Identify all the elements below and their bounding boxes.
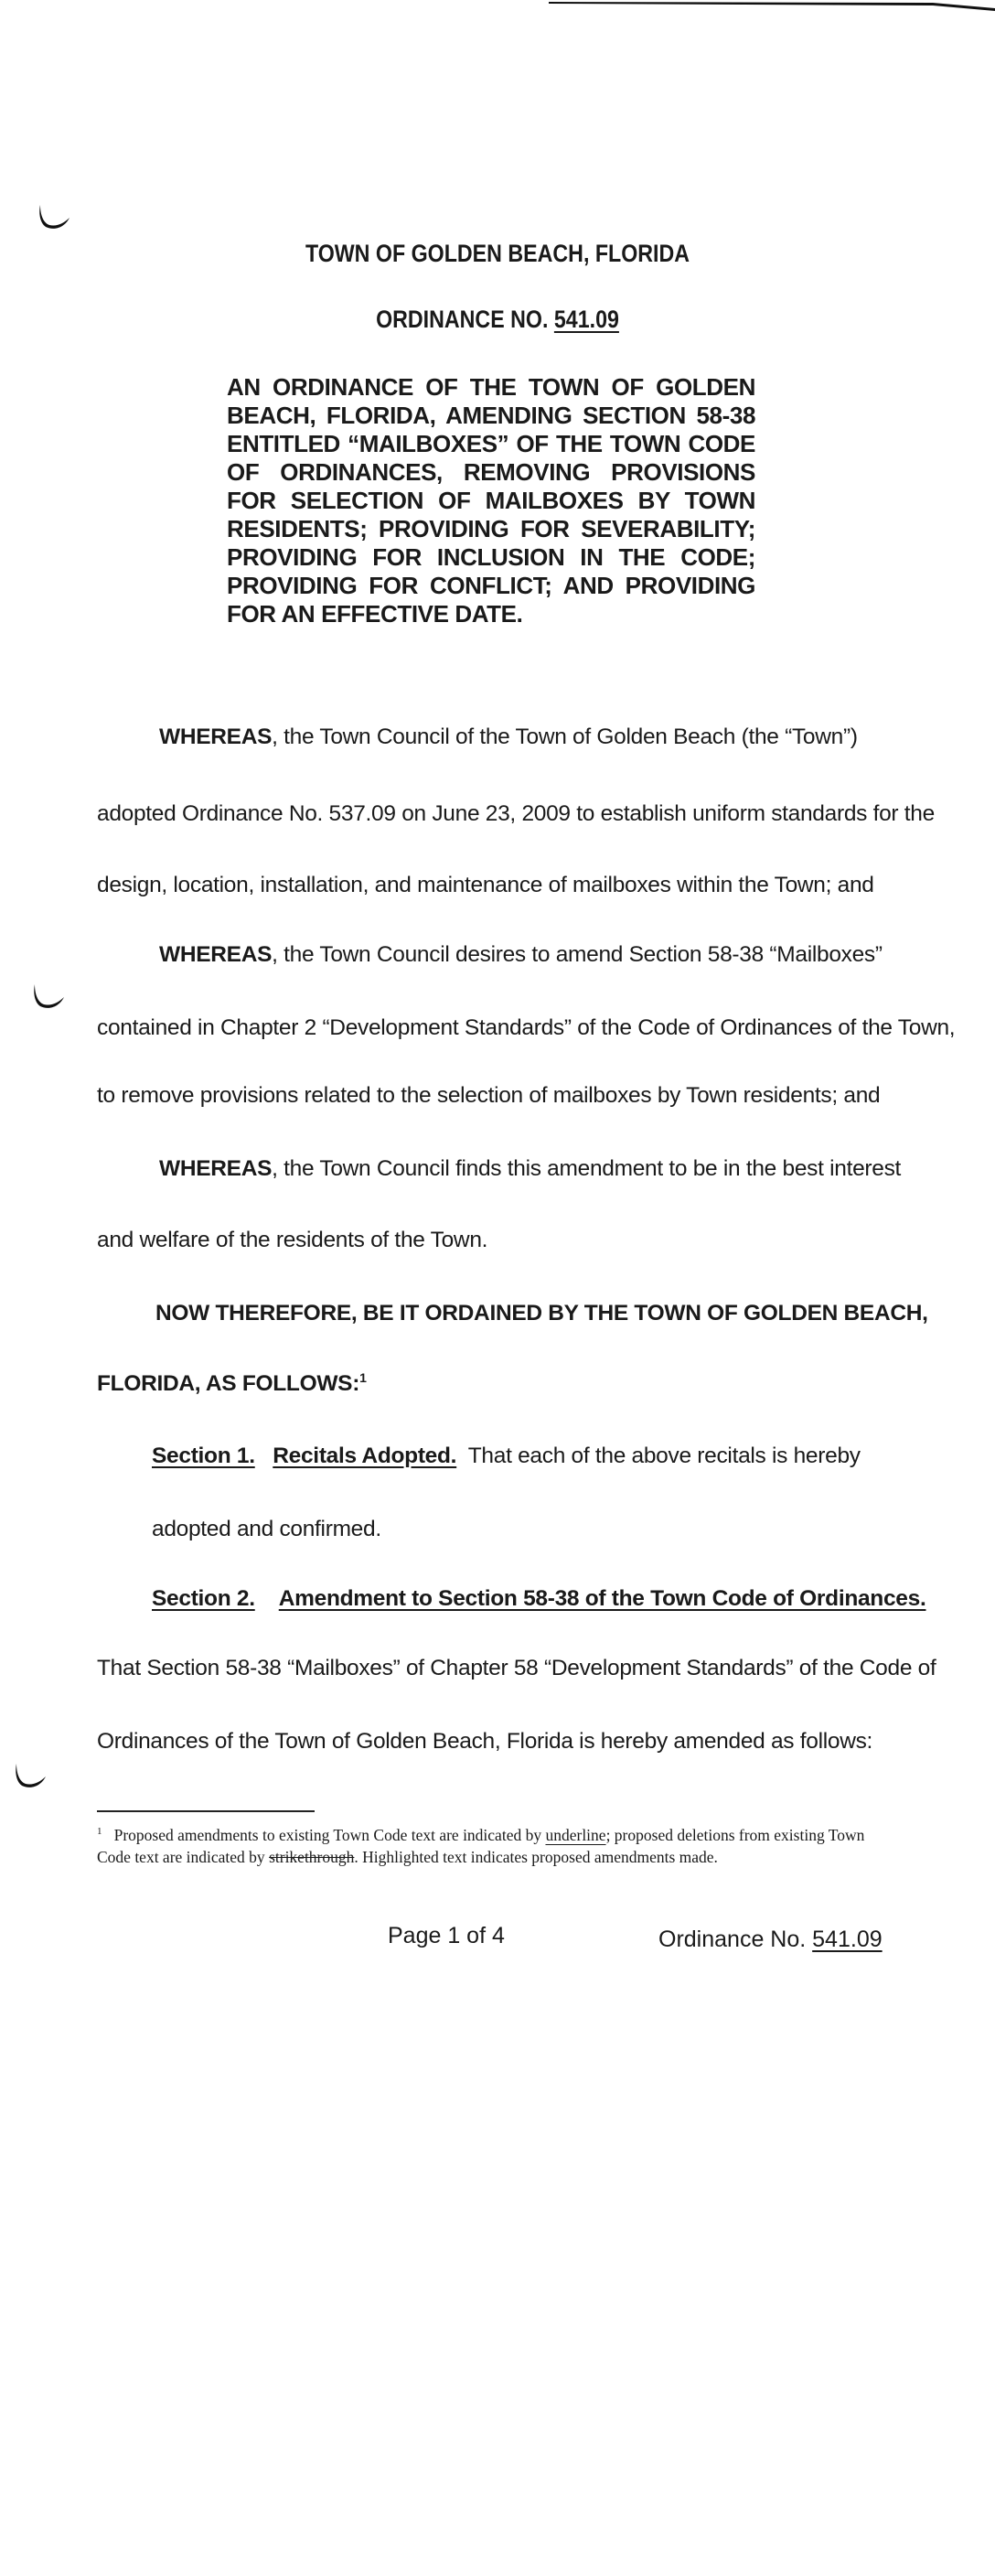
footnote	[97, 1820, 865, 1868]
footnote-underline-example: underline	[545, 1825, 606, 1844]
whereas-3-line-1	[159, 1156, 901, 1182]
ordinance-caption: AN ORDINANCE OF THE TOWN OF GOLDEN BEACH, FLORIDA, AMENDING SECTION 58-38 ENTITLED “MAILBOXES” OF THE TOWN CODE OF ORDINANCES, REMOVING PROVISIONS FOR SELECTION OF MAILBOXES BY TOWN RESIDENTS; PROVIDING FOR SEVERABILITY; PROVIDING FOR INCLUSION IN THE CODE; PROVIDING FOR CONFLICT; AND PROVIDING FOR AN EFFECTIVE DATE.	[227, 373, 755, 628]
footnote-strikethrough-example: strikethrough	[269, 1847, 355, 1866]
ordinance-title	[70, 306, 925, 334]
footnote-text: . Highlighted text indicates proposed amendments made.	[354, 1847, 718, 1866]
whereas-2-line-3: to remove provisions related to the selection of mailboxes by Town residents; and	[97, 1083, 881, 1108]
whereas-3-line-2: and welfare of the residents of the Town.	[97, 1228, 488, 1252]
whereas-1-line-1	[159, 724, 858, 750]
section-2-heading-line	[152, 1586, 925, 1612]
scan-edge-mark	[549, 0, 995, 11]
punch-hole-mark	[37, 203, 73, 231]
whereas-1-line-3: design, location, installation, and maintenance of mailboxes within the Town; and	[97, 873, 874, 897]
footnote-reference: 1	[359, 1370, 367, 1385]
section-1-text: That each of the above recitals is hereby	[467, 1444, 861, 1468]
section-1-line-2: adopted and confirmed.	[152, 1517, 381, 1541]
whereas-lead: WHEREAS	[159, 724, 273, 749]
section-1-number: Section 1.	[152, 1444, 255, 1468]
ordinance-number: 541.09	[553, 306, 619, 333]
footer-ordinance-number: 541.09	[812, 1927, 883, 1952]
section-2-heading: Amendment to Section 58-38 of the Town Code of Ordinances.	[278, 1586, 926, 1611]
footnote-text: Proposed amendments to existing Town Code text are indicated by	[113, 1825, 546, 1844]
footnote-mark: 1	[97, 1826, 102, 1837]
section-2-line-1: That Section 58-38 “Mailboxes” of Chapter 58 “Development Standards” of the Code of	[97, 1656, 936, 1680]
whereas-1-line-2: adopted Ordinance No. 537.09 on June 23, 2009 to establish uniform standards for the	[97, 801, 935, 826]
footer-ordinance	[658, 1927, 883, 1953]
section-1-line-1	[152, 1444, 861, 1469]
enacting-clause-line-2	[97, 1370, 367, 1397]
footnote-divider	[97, 1810, 315, 1812]
footnote-text: ; proposed deletions from existing Town Code text are indicated by	[97, 1825, 865, 1866]
whereas-2-line-1	[159, 942, 883, 968]
whereas-text: , the Town Council finds this amendment to be in the best interest	[272, 1156, 902, 1181]
section-2-number: Section 2.	[152, 1586, 255, 1611]
section-1-heading: Recitals Adopted.	[273, 1444, 457, 1468]
punch-hole-mark	[31, 982, 68, 1010]
enacting-text: FLORIDA, AS FOLLOWS:	[97, 1371, 360, 1397]
ordinance-prefix: ORDINANCE NO.	[376, 306, 549, 333]
page-number: Page 1 of 4	[388, 1923, 505, 1948]
whereas-text: , the Town Council of the Town of Golden Beach (the “Town”)	[272, 724, 858, 749]
whereas-2-line-2: contained in Chapter 2 “Development Standards” of the Code of Ordinances of the Town,	[97, 1015, 956, 1040]
whereas-text: , the Town Council desires to amend Section 58-38 “Mailboxes”	[272, 942, 883, 967]
whereas-lead: WHEREAS	[159, 1156, 273, 1181]
whereas-lead: WHEREAS	[159, 942, 273, 967]
footer-ordinance-prefix: Ordinance No.	[658, 1927, 807, 1952]
enacting-clause-line-1: NOW THEREFORE, BE IT ORDAINED BY THE TOWN OF GOLDEN BEACH,	[155, 1301, 928, 1326]
town-title: TOWN OF GOLDEN BEACH, FLORIDA	[305, 240, 690, 267]
section-2-line-2: Ordinances of the Town of Golden Beach, Florida is hereby amended as follows:	[97, 1729, 873, 1754]
punch-hole-mark	[13, 1762, 49, 1789]
